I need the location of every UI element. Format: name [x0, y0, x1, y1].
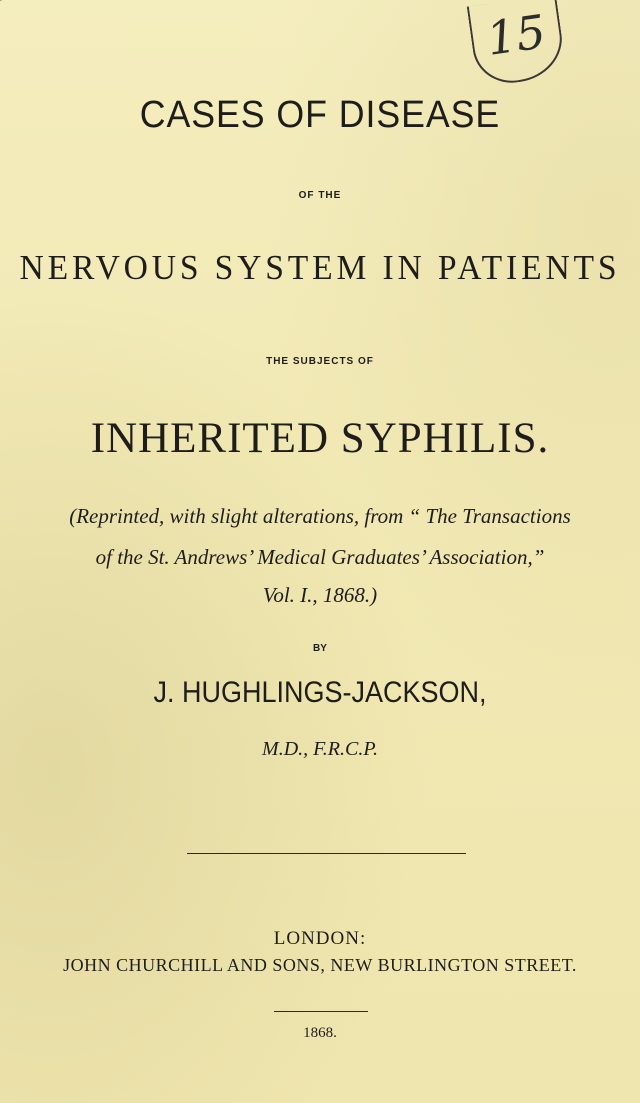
imprint-year: 1868.: [303, 1025, 337, 1041]
imprint-rule: [274, 1011, 368, 1012]
author-name: J. HUGHLINGS-JACKSON,: [153, 676, 487, 709]
reprint-note-line-1: (Reprinted, with slight alterations, from “ The Transactions: [69, 504, 571, 528]
reprint-note-line-2: of the St. Andrews’ Medical Graduates’ Association,”: [95, 545, 545, 569]
imprint-city: LONDON:: [273, 928, 367, 949]
title-line-3: INHERITED SYPHILIS.: [90, 415, 550, 462]
title-connector-of-the: OF THE: [298, 190, 342, 201]
divider-rule: [187, 853, 466, 854]
reprint-note-line-3: Vol. I., 1868.): [262, 583, 378, 607]
byline-by: BY: [313, 643, 327, 654]
imprint-publisher: JOHN CHURCHILL AND SONS, NEW BURLINGTON STREET.: [63, 955, 577, 975]
title-line-1: CASES OF DISEASE: [139, 94, 501, 136]
corner-pencil-mark: [0, 0, 27, 13]
handwritten-shelfmark: 15: [467, 0, 568, 88]
author-degrees: M.D., F.R.C.P.: [262, 738, 378, 760]
title-line-2: NERVOUS SYSTEM IN PATIENTS: [19, 248, 621, 287]
title-connector-subjects-of: THE SUBJECTS OF: [266, 356, 374, 367]
